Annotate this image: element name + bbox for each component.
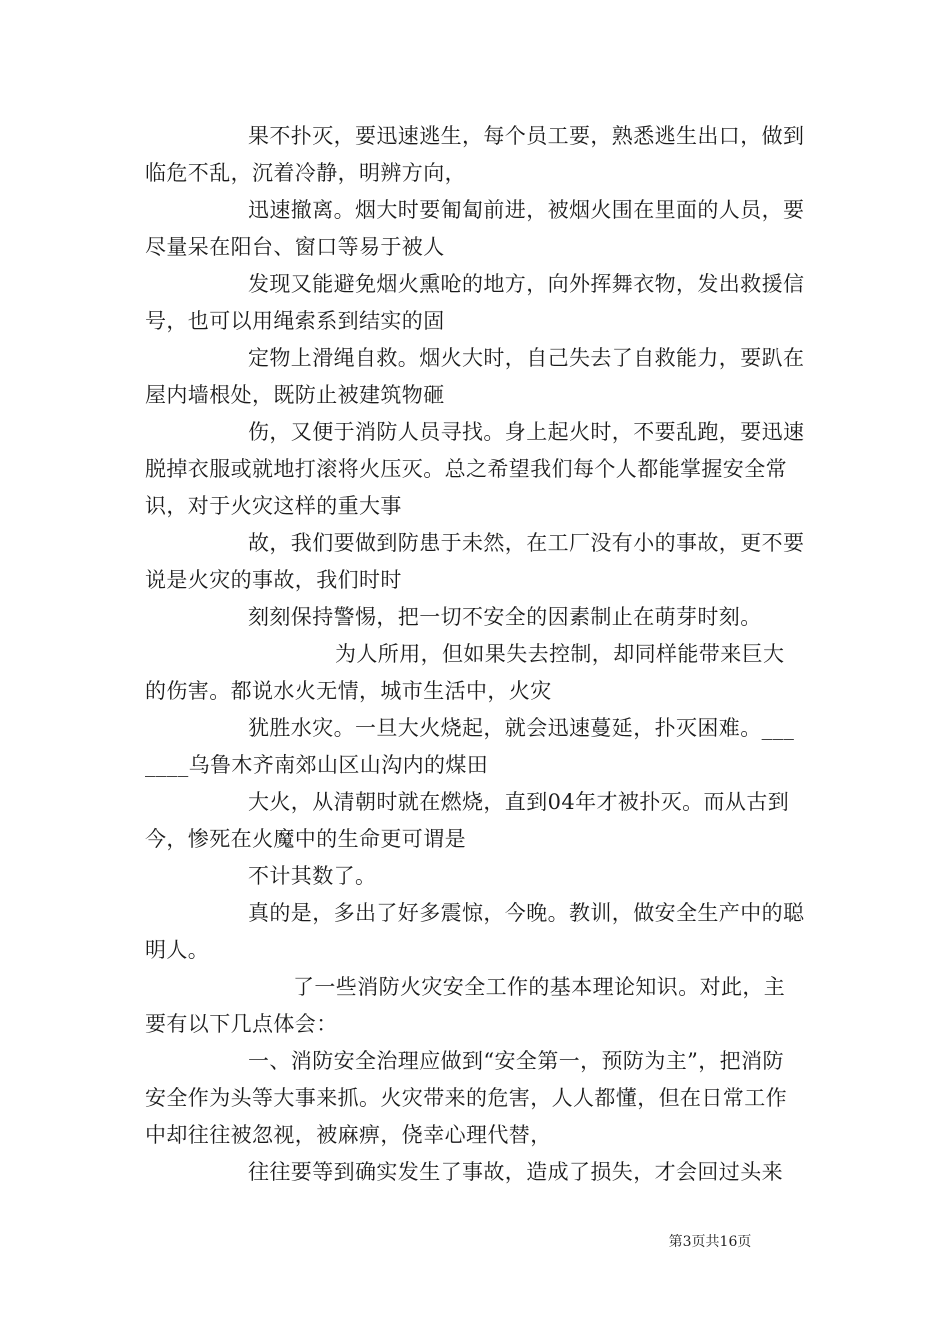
paragraph-7: 刻刻保持警惕，把一切不安全的因素制止在萌芽时刻。 bbox=[248, 605, 762, 629]
paragraph-3: 发现又能避免烟火熏呛的地方，向外挥舞衣物，发出救援信号，也可以用绳索系到结实的固 bbox=[145, 272, 805, 333]
paragraph-13: 了一些消防火灾安全工作的基本理论知识。对此，主要有以下几点体会： bbox=[145, 975, 786, 1036]
document-body bbox=[145, 118, 805, 1191]
paragraph-2: 迅速撤离。烟大时要匍匐前进，被烟火围在里面的人员，要尽量呆在阳台、窗口等易于被人 bbox=[145, 198, 805, 259]
paragraph-4: 定物上滑绳自救。烟火大时，自己失去了自救能力，要趴在屋内墙根处，既防止被建筑物砸 bbox=[145, 346, 805, 407]
paragraph-14: 一、消防安全治理应做到“安全第一，预防为主”，把消防安全作为头等大事来抓。火灾带来的危害，人人都懂，但在日常工作中却往往被忽视，被麻痹，侥幸心理代替， bbox=[145, 1049, 787, 1147]
paragraph-6: 故，我们要做到防患于未然，在工厂没有小的事故，更不要说是火灾的事故，我们时时 bbox=[145, 531, 805, 592]
paragraph-9: 犹胜水灾。一旦大火烧起，就会迅速蔓延，扑灭困难。_______乌鲁木齐南郊山区山沟内的煤田 bbox=[145, 716, 795, 777]
paragraph-10: 大火，从清朝时就在燃烧，直到04年才被扑灭。而从古到今，惨死在火魔中的生命更可谓是 bbox=[145, 790, 790, 851]
paragraph-12: 真的是，多出了好多震惊，今晚。教训，做安全生产中的聪明人。 bbox=[145, 901, 805, 962]
page-number: 第3页共16页 bbox=[668, 1234, 752, 1250]
paragraph-5: 伤，又便于消防人员寻找。身上起火时，不要乱跑，要迅速脱掉衣服或就地打滚将火压灭。总之希望我们每个人都能掌握安全常识，对于火灾这样的重大事 bbox=[145, 420, 805, 518]
paragraph-8: 为人所用，但如果失去控制，却同样能带来巨大的伤害。都说水火无情，城市生活中，火灾 bbox=[145, 642, 785, 703]
page-footer bbox=[0, 1231, 950, 1251]
paragraph-1: 果不扑灭，要迅速逃生，每个员工要，熟悉逃生出口，做到临危不乱，沉着冷静，明辨方向， bbox=[145, 124, 805, 185]
paragraph-11: 不计其数了。 bbox=[248, 864, 377, 888]
paragraph-15: 往往要等到确实发生了事故，造成了损失，才会回过头来 bbox=[248, 1160, 783, 1184]
